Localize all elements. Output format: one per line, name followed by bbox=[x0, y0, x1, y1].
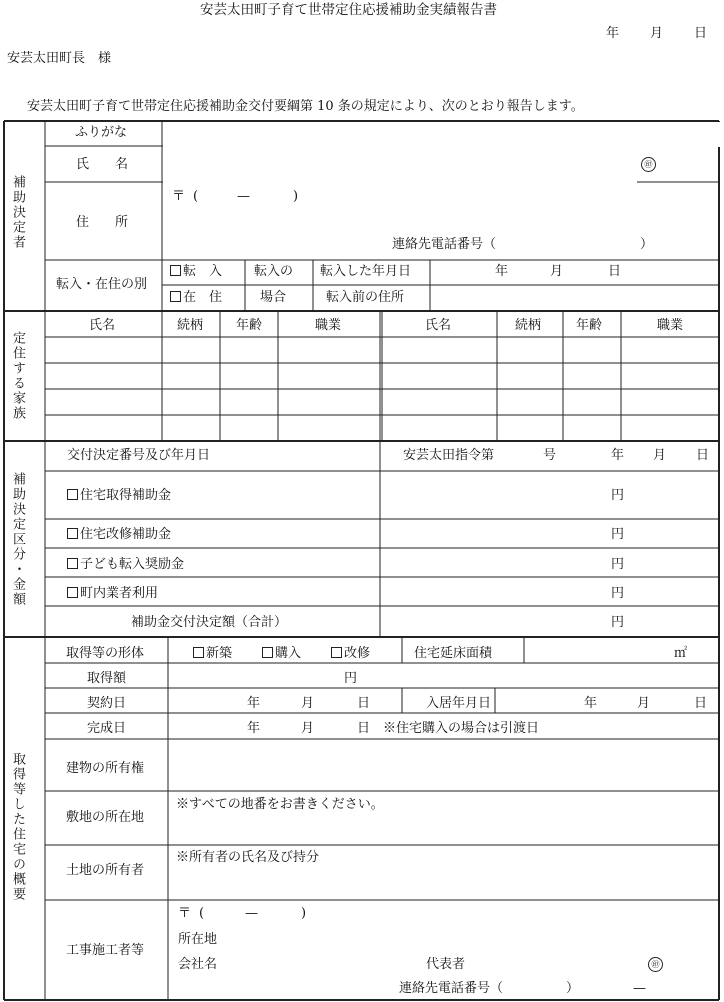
resident-label: 在 住 bbox=[183, 290, 223, 305]
directive-prefix: 安芸太田指令第 bbox=[403, 448, 495, 463]
land-owner-note: ※所有者の氏名及び持分 bbox=[176, 850, 320, 865]
address-label: 住 所 bbox=[76, 215, 129, 230]
family-header-name-left: 氏名 bbox=[89, 318, 116, 333]
child-incentive-checkbox[interactable] bbox=[67, 558, 78, 569]
opt-purchase[interactable] bbox=[262, 647, 301, 660]
intro-text: 安芸太田町子育て世帯定住応援補助金交付要綱第 10 条の規定により、次のとおり報告します。 bbox=[27, 99, 584, 114]
contract-date-label: 契約日 bbox=[87, 696, 127, 711]
postal-dash: — bbox=[237, 189, 250, 204]
decision-day-label: 日 bbox=[696, 448, 710, 463]
contract-year-label: 年 bbox=[247, 696, 261, 711]
name-label: 氏 名 bbox=[76, 157, 129, 172]
contractor-label: 工事施工者等 bbox=[66, 943, 145, 958]
purchase-label: 購入 bbox=[275, 646, 302, 661]
renovation-label: 改修 bbox=[344, 646, 371, 661]
item-child-incentive[interactable] bbox=[67, 558, 184, 571]
postal-close: ) bbox=[293, 189, 299, 204]
contractor-rep-input[interactable] bbox=[474, 954, 638, 974]
item-housing-renovation[interactable] bbox=[67, 528, 171, 541]
site-location-note: ※すべての地番をお書きください。 bbox=[176, 797, 384, 812]
contractor-rep-label: 代表者 bbox=[426, 957, 466, 972]
date-day-label: 日 bbox=[694, 26, 708, 41]
yen-total: 円 bbox=[611, 615, 625, 630]
completion-date-label: 完成日 bbox=[87, 721, 127, 736]
move-date-label: 転入した年月日 bbox=[320, 264, 412, 279]
move-in-checkbox[interactable] bbox=[170, 265, 181, 276]
contractor-postal-close: ) bbox=[301, 906, 307, 921]
contractor-company-input[interactable] bbox=[225, 954, 419, 974]
contractor-postal-open: ( bbox=[199, 906, 205, 921]
contractor-phone-area-input[interactable] bbox=[508, 978, 564, 998]
contractor-phone-close: ） bbox=[566, 981, 580, 996]
residence-type-label: 転入・在住の別 bbox=[56, 277, 148, 292]
postal-mark: 〒 bbox=[172, 189, 186, 204]
local-contractor-label: 町内業者利用 bbox=[80, 586, 159, 601]
address-input[interactable] bbox=[176, 210, 720, 230]
site-location-label: 敷地の所在地 bbox=[66, 810, 145, 825]
yen-child-incentive: 円 bbox=[611, 557, 625, 572]
furigana-input[interactable] bbox=[163, 122, 722, 147]
completion-note: ※住宅購入の場合は引渡日 bbox=[383, 721, 540, 736]
family-header-relation-left: 続柄 bbox=[177, 318, 204, 333]
phone-label: 連絡先電話番号（ bbox=[392, 237, 497, 252]
family-header-age-left: 年齢 bbox=[236, 318, 263, 333]
postal-open: ( bbox=[193, 189, 199, 204]
yen-housing-renovation: 円 bbox=[611, 527, 625, 542]
housing-acquisition-checkbox[interactable] bbox=[67, 489, 78, 500]
decision-year-label: 年 bbox=[611, 448, 625, 463]
acquisition-form-label: 取得等の形体 bbox=[66, 646, 145, 661]
opt-renovation[interactable] bbox=[331, 647, 370, 660]
movein-year-label: 年 bbox=[584, 696, 598, 711]
contractor-phone-mid-input[interactable] bbox=[580, 978, 632, 998]
child-incentive-label: 子ども転入奨励金 bbox=[80, 557, 185, 572]
phone-input[interactable] bbox=[500, 234, 639, 254]
directive-number-suffix: 号 bbox=[543, 448, 557, 463]
contractor-postal-mark: 〒 bbox=[178, 906, 192, 921]
item-housing-acquisition[interactable] bbox=[67, 489, 171, 502]
opt-new-build[interactable] bbox=[193, 647, 232, 660]
land-owner-label: 土地の所有者 bbox=[66, 863, 145, 878]
resident-checkbox[interactable] bbox=[170, 291, 181, 302]
acquisition-amount-yen: 円 bbox=[344, 671, 358, 686]
contractor-postal-2-input[interactable] bbox=[264, 903, 302, 923]
yen-local-contractor: 円 bbox=[611, 586, 625, 601]
renovation-checkbox[interactable] bbox=[331, 647, 342, 658]
movein-date-label: 入居年月日 bbox=[426, 696, 492, 711]
total-amount-label: 補助金交付決定額（合計） bbox=[131, 615, 288, 630]
floor-area-unit: ㎡ bbox=[674, 646, 688, 661]
family-header-age-right: 年齢 bbox=[576, 318, 603, 333]
seal-mark-applicant: ㊞ bbox=[641, 157, 656, 172]
item-local-contractor[interactable] bbox=[67, 587, 158, 600]
move-day-label: 日 bbox=[608, 264, 622, 279]
contractor-company-label: 会社名 bbox=[178, 957, 218, 972]
family-header-relation-right: 続柄 bbox=[515, 318, 542, 333]
name-input[interactable] bbox=[163, 147, 637, 183]
completion-day-label: 日 bbox=[357, 721, 371, 736]
postal-code-2-input[interactable] bbox=[256, 186, 294, 206]
contractor-postal-dash: — bbox=[245, 906, 258, 921]
section-housing-title: 取得等した住宅の概要 bbox=[10, 752, 25, 902]
date-month-label: 月 bbox=[650, 26, 664, 41]
family-header-name-right: 氏名 bbox=[425, 318, 452, 333]
housing-acquisition-label: 住宅取得補助金 bbox=[80, 488, 172, 503]
section-family-title: 定住する家族 bbox=[10, 331, 25, 421]
movein-month-label: 月 bbox=[637, 696, 651, 711]
new-build-checkbox[interactable] bbox=[193, 647, 204, 658]
section-decision-title: 補助決定区分・金額 bbox=[10, 472, 25, 607]
addressee: 安芸太田町長 様 bbox=[7, 51, 112, 66]
seal-mark-contractor: ㊞ bbox=[648, 957, 663, 972]
family-header-job-right: 職業 bbox=[657, 318, 684, 333]
contractor-location-input[interactable] bbox=[225, 929, 719, 949]
contract-month-label: 月 bbox=[301, 696, 315, 711]
site-location-input[interactable] bbox=[176, 815, 720, 843]
move-year-label: 年 bbox=[495, 264, 509, 279]
new-build-label: 新築 bbox=[206, 646, 233, 661]
yen-housing-acquisition: 円 bbox=[611, 488, 625, 503]
purchase-checkbox[interactable] bbox=[262, 647, 273, 658]
move-case-label-1: 転入の bbox=[254, 264, 294, 279]
decision-month-label: 月 bbox=[653, 448, 667, 463]
building-ownership-input[interactable] bbox=[171, 745, 720, 791]
opt-resident[interactable] bbox=[170, 291, 222, 304]
completion-month-label: 月 bbox=[301, 721, 315, 736]
movein-day-label: 日 bbox=[694, 696, 708, 711]
prev-address-label: 転入前の住所 bbox=[326, 290, 405, 305]
building-ownership-label: 建物の所有権 bbox=[66, 761, 145, 776]
prev-address-input[interactable] bbox=[433, 286, 719, 308]
phone-close: ） bbox=[640, 237, 654, 252]
decision-number-label: 交付決定番号及び年月日 bbox=[67, 448, 211, 463]
acquisition-amount-label: 取得額 bbox=[87, 671, 127, 686]
move-month-label: 月 bbox=[550, 264, 564, 279]
completion-year-label: 年 bbox=[247, 721, 261, 736]
contractor-location-label: 所在地 bbox=[178, 932, 218, 947]
move-case-label-2: 場合 bbox=[260, 290, 287, 305]
contractor-phone-dash: — bbox=[633, 981, 646, 996]
opt-move-in[interactable] bbox=[170, 265, 222, 278]
form-title: 安芸太田町子育て世帯定住応援補助金実績報告書 bbox=[200, 2, 497, 18]
housing-renovation-checkbox[interactable] bbox=[67, 528, 78, 539]
housing-renovation-label: 住宅改修補助金 bbox=[80, 527, 172, 542]
local-contractor-checkbox[interactable] bbox=[67, 587, 78, 598]
furigana-label: ふりがな bbox=[75, 125, 128, 140]
family-header-job-left: 職業 bbox=[315, 318, 342, 333]
land-owner-input[interactable] bbox=[176, 868, 720, 896]
contractor-phone-label: 連絡先電話番号（ bbox=[399, 981, 504, 996]
date-year-label: 年 bbox=[606, 26, 620, 41]
floor-area-label: 住宅延床面積 bbox=[414, 646, 493, 661]
section-applicant-title: 補助決定者 bbox=[10, 175, 25, 250]
contractor-postal-1-input[interactable] bbox=[207, 903, 245, 923]
move-in-label: 転 入 bbox=[183, 264, 223, 279]
contract-day-label: 日 bbox=[357, 696, 371, 711]
postal-code-1-input[interactable] bbox=[202, 186, 236, 206]
